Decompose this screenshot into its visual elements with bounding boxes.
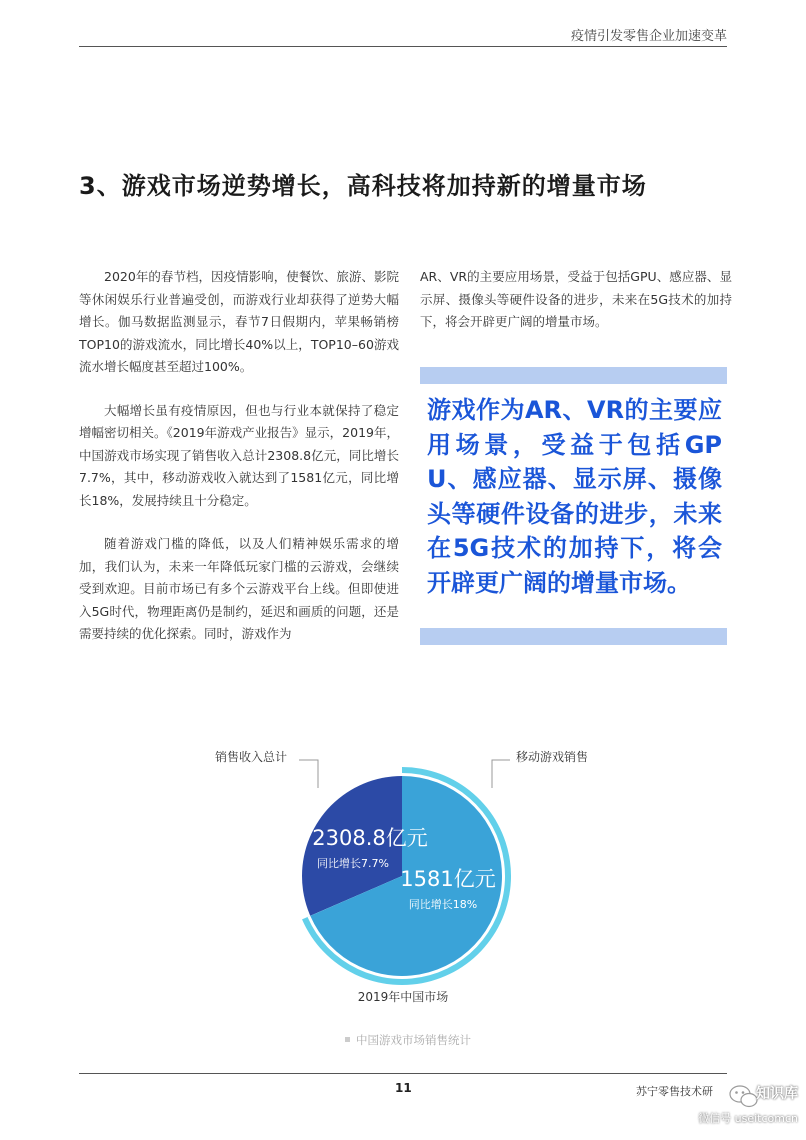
chart-axis-label: 2019年中国市场 (357, 990, 449, 1004)
pull-quote: 游戏作为AR、VR的主要应用场景，受益于包括GPU、感应器、显示屏、摄像头等硬件设备的进步，未来在5G技术的加持下，将会开辟更广阔的增量市场。 (427, 396, 722, 597)
caption-bullet-icon (345, 1037, 350, 1042)
data-label-total-value: 2308.8亿元 (312, 826, 428, 850)
section-title: 3、游戏市场逆势增长，高科技将加持新的增量市场 (79, 172, 647, 200)
body-paragraph-2: 大幅增长虽有疫情原因，但也与行业本就保持了稳定增幅密切相关。《2019年游戏产业报告》显示，2019年，中国游戏市场实现了销售收入总计2308.8亿元，同比增长7.7%，其中，移动游戏收入就达到了1581亿元，同比增长18%，发展持续且十分稳定。 (79, 402, 399, 508)
legend-label-mobile: 移动游戏销售 (516, 750, 589, 764)
right-column (420, 266, 732, 334)
chart-caption-text: 中国游戏市场销售统计 (356, 1033, 471, 1047)
legend-label-total: 销售收入总计 (214, 750, 287, 764)
body-paragraph-continued: AR、VR的主要应用场景，受益于包括GPU、感应器、显示屏、摄像头等硬件设备的进步，未来在5G技术的加持下，将会开辟更广阔的增量市场。 (420, 269, 732, 329)
leader-line-total (299, 760, 318, 788)
pull-quote-top-bar (420, 367, 727, 384)
pull-quote-bottom-bar (420, 628, 727, 645)
footer-org-name: 苏宁零售技术研 (636, 1085, 713, 1098)
footer-divider (79, 1073, 727, 1074)
header-divider (79, 46, 727, 47)
left-column (79, 266, 399, 667)
chart-caption (345, 1032, 471, 1048)
watermark-brand: 知识库 (756, 1086, 798, 1102)
body-paragraph-1: 2020年的春节档，因疫情影响，使餐饮、旅游、影院等休闲娱乐行业普遍受创，而游戏行业却获得了逆势大幅增长。伽马数据监测显示，春节7日假期内，苹果畅销榜TOP10的游戏流水，同比增长40%以上，TOP10–60游戏流水增长幅度甚至超过100%。 (79, 269, 399, 374)
body-paragraph-3: 随着游戏门槛的降低，以及人们精神娱乐需求的增加，我们认为，未来一年降低玩家门槛的云游戏，会继续受到欢迎。目前市场已有多个云游戏平台上线。但即使进入5G时代，物理距离仍是制约，延迟和画质的问题，还是需要持续的优化探索。同时，游戏作为 (79, 536, 399, 641)
page-number: 11 (395, 1081, 412, 1095)
data-label-mobile-growth: 同比增长18% (408, 898, 478, 911)
market-pie-chart (0, 700, 806, 1030)
leader-line-mobile (492, 760, 510, 788)
running-header: 疫情引发零售企业加速变革 (570, 29, 727, 44)
data-label-total-growth: 同比增长7.7% (317, 857, 389, 870)
data-label-mobile-value: 1581亿元 (400, 867, 496, 891)
watermark-account: 微信号 useitcomcn (698, 1112, 798, 1125)
